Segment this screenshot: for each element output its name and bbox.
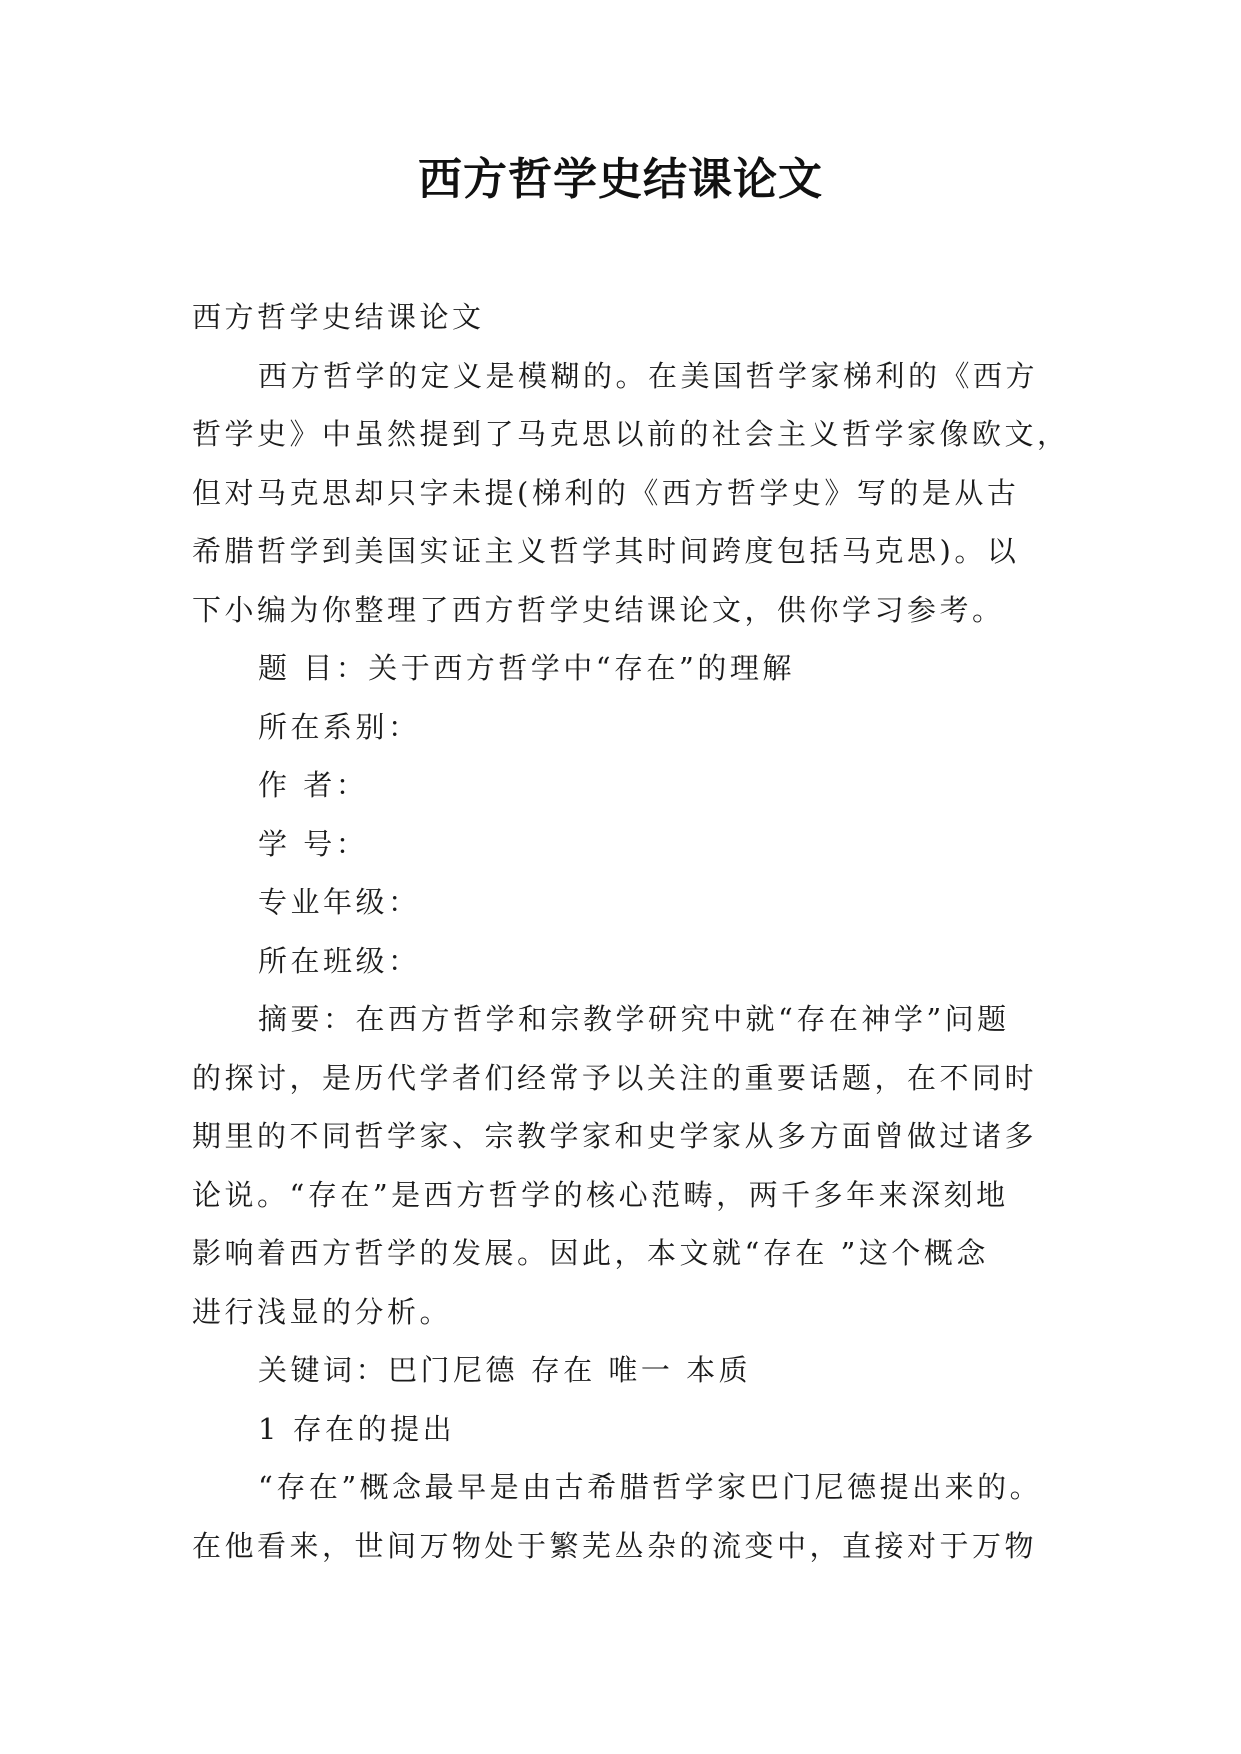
- text-line: 学 号：: [258, 826, 369, 861]
- text-line: 所在系别：: [258, 709, 421, 744]
- document-body: [192, 288, 1070, 1575]
- text-line: 影响着西方哲学的发展。因此，本文就“存在 ”这个概念: [192, 1236, 989, 1270]
- text-line: 1 存在的提出: [258, 1411, 456, 1446]
- text-line: 的探讨，是历代学者们经常予以关注的重要话题，在不同时: [192, 1060, 1038, 1095]
- text-line: 在他看来，世间万物处于繁芜丛杂的流变中，直接对于万物: [192, 1528, 1038, 1563]
- text-line: 所在班级：: [258, 943, 421, 978]
- text-line: “存在”概念最早是由古希腊哲学家巴门尼德提出来的。: [258, 1470, 1043, 1504]
- text-line: 题 目：关于西方哲学中“存在”的理解: [258, 651, 795, 685]
- text-line: 哲学史》中虽然提到了马克思以前的社会主义哲学家像欧文，: [192, 417, 1070, 451]
- document-title: 西方哲学史结课论文: [418, 154, 823, 205]
- text-line: 下小编为你整理了西方哲学史结课论文，供你学习参考。: [192, 592, 1005, 627]
- text-line: 期里的不同哲学家、宗教学家和史学家从多方面曾做过诸多: [192, 1119, 1038, 1153]
- text-line: 作 者：: [258, 768, 369, 802]
- text-line: 但对马克思却只字未提(梯利的《西方哲学史》写的是从古: [192, 475, 1020, 510]
- text-line: 摘要：在西方哲学和宗教学研究中就“存在神学”问题: [258, 1002, 1010, 1036]
- text-line: 西方哲学的定义是模糊的。在美国哲学家梯利的《西方: [258, 358, 1039, 393]
- text-line: 关键词：巴门尼德 存在 唯一 本质: [258, 1353, 752, 1387]
- text-line: 论说。“存在”是西方哲学的核心范畴，两千多年来深刻地: [192, 1177, 1009, 1212]
- text-line: 希腊哲学到美国实证主义哲学其时间跨度包括马克思)。以: [192, 534, 1020, 568]
- text-line: 专业年级：: [258, 885, 421, 919]
- text-line: 西方哲学史结课论文: [192, 300, 485, 334]
- text-line: 进行浅显的分析。: [192, 1294, 453, 1329]
